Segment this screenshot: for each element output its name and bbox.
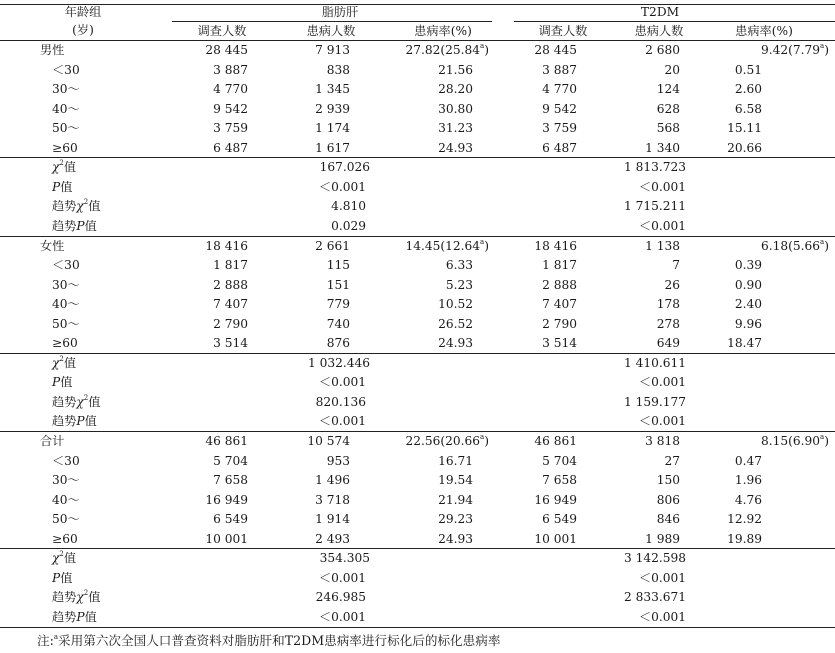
cell-surveyed: 7 407	[213, 297, 248, 312]
cell-rate: 31.23	[438, 121, 473, 136]
age-group-label: 50～	[52, 512, 80, 527]
rate-value: 27.82(25.84	[405, 43, 481, 57]
footnote-part: 采用第六次全国人口普查资料对脂肪肝和T2DM患病率进行标化后的标化患病率	[58, 632, 501, 648]
stat-label-part: χ	[76, 590, 84, 605]
cell-surveyed-t2dm: 6 549	[542, 512, 577, 527]
cell-surveyed: 10 001	[205, 531, 248, 546]
cell-surveyed-t2dm: 4 770	[542, 82, 577, 97]
rate-close: )	[824, 238, 829, 253]
trend-chi-square-value-fatty-liver: 4.810	[331, 199, 366, 214]
total-rate-t2dm-standardized	[761, 41, 829, 59]
cell-cases-t2dm: 1 340	[645, 140, 680, 155]
rate-close: )	[824, 434, 829, 448]
stat-label-part: 值	[88, 394, 101, 409]
cell-surveyed-t2dm: 1 817	[542, 258, 577, 273]
cell-rate: 6.33	[445, 258, 473, 273]
cell-cases: 2 939	[315, 101, 350, 116]
total-cases: 7 913	[315, 43, 350, 57]
stat-label-part: 2	[59, 550, 64, 559]
cell-cases-t2dm: 278	[656, 316, 680, 331]
total-rate-standardized	[406, 237, 490, 255]
trend-p-value-fatty-liver: ＜0.001	[318, 609, 366, 624]
cell-surveyed-t2dm: 7 658	[542, 473, 577, 488]
cell-surveyed-t2dm: 9 542	[542, 101, 577, 116]
cell-surveyed: 1 817	[213, 258, 248, 273]
cell-cases: 1 617	[315, 140, 350, 155]
p-value-t2dm: ＜0.001	[638, 179, 686, 194]
stat-label-part: 值	[60, 570, 73, 585]
stat-label-trend-chi-square-value	[52, 197, 100, 215]
cell-cases-t2dm: 806	[656, 492, 680, 507]
cell-rate: 29.23	[438, 512, 473, 527]
stat-label-part: P	[52, 570, 61, 585]
cell-rate: 5.23	[445, 277, 473, 292]
stat-label-chi-square-value	[52, 549, 76, 567]
age-group-label: 40～	[52, 492, 80, 507]
stat-label-trend-chi-square-value	[52, 393, 100, 411]
cell-rate-t2dm: 15.11	[727, 121, 762, 136]
trend-chi-square-value-fatty-liver: 246.985	[315, 590, 366, 605]
section-stats-rule	[0, 157, 835, 158]
cell-rate-t2dm: 2.40	[734, 297, 762, 312]
section-label: 女性	[40, 238, 65, 253]
cell-cases: 779	[326, 297, 350, 312]
cell-surveyed-t2dm: 2 888	[542, 277, 577, 292]
p-value-fatty-liver: ＜0.001	[318, 375, 366, 390]
cell-surveyed: 16 949	[205, 492, 248, 507]
p-value-t2dm: ＜0.001	[638, 375, 686, 390]
rate-close: )	[824, 43, 829, 57]
total-cases: 10 574	[307, 434, 350, 448]
total-surveyed-t2dm: 46 861	[534, 434, 577, 448]
stat-label-part: 2	[59, 159, 64, 168]
stat-label-part: 趋势	[52, 199, 77, 214]
cell-rate: 28.20	[438, 82, 473, 97]
cell-cases-t2dm: 150	[656, 473, 680, 488]
total-rate-t2dm-standardized	[761, 237, 829, 255]
stat-label-part: 趋势	[52, 394, 77, 409]
header-group-fatty-liver: 脂肪肝	[321, 5, 359, 19]
cell-surveyed-t2dm: 7 407	[542, 297, 577, 312]
stat-label-part: χ	[76, 199, 84, 214]
footnote-part: 注:	[37, 632, 54, 648]
cell-rate: 16.71	[438, 453, 473, 468]
cell-rate: 19.54	[438, 473, 473, 488]
age-group-label: 40～	[52, 297, 80, 312]
total-surveyed-t2dm: 28 445	[534, 43, 577, 57]
trend-p-value-t2dm: ＜0.001	[638, 609, 686, 624]
stat-label-chi-square-value	[52, 354, 76, 372]
cell-cases-t2dm: 7	[672, 258, 680, 273]
cell-surveyed: 6 487	[213, 140, 248, 155]
cell-rate: 30.80	[438, 101, 473, 116]
stat-label-trend-p-value	[52, 608, 97, 626]
cell-cases: 740	[326, 316, 350, 331]
std-mark: a	[480, 237, 485, 246]
age-group-label: 30～	[52, 277, 80, 292]
header-group-t2dm: T2DM	[640, 5, 680, 19]
stat-label-chi-square-value	[52, 158, 76, 176]
total-cases: 2 661	[315, 238, 350, 253]
cell-surveyed-t2dm: 6 487	[542, 140, 577, 155]
column-header-2: 患病率(%)	[414, 24, 472, 38]
cell-surveyed: 9 542	[213, 101, 248, 116]
stat-label-part: 值	[60, 375, 73, 390]
chi-square-value-fatty-liver: 167.026	[319, 160, 370, 175]
trend-p-value-t2dm: ＜0.001	[638, 414, 686, 429]
cell-cases: 1 174	[315, 121, 350, 136]
cell-cases-t2dm: 26	[664, 277, 680, 292]
cell-rate: 24.93	[438, 531, 473, 546]
cell-rate: 21.94	[438, 492, 473, 507]
cell-cases: 151	[326, 277, 350, 292]
cell-cases-t2dm: 649	[656, 336, 680, 351]
rate-close: )	[484, 43, 489, 57]
stat-label-part: 值	[84, 609, 97, 624]
cell-surveyed: 4 770	[213, 82, 248, 97]
cell-rate-t2dm: 6.58	[734, 101, 762, 116]
cell-cases: 1 345	[315, 82, 350, 97]
cell-cases-t2dm: 27	[664, 453, 680, 468]
stat-label-part: 2	[59, 354, 64, 363]
stat-label-part: 2	[83, 393, 89, 402]
cell-surveyed-t2dm: 3 514	[542, 336, 577, 351]
table-top-rule	[0, 4, 835, 5]
stat-label-part: 趋势	[52, 218, 77, 233]
footnote-part: a	[53, 632, 59, 641]
column-header-5: 患病率(%)	[735, 24, 793, 38]
stat-label-part: 值	[84, 218, 97, 233]
cell-rate: 10.52	[438, 297, 473, 312]
total-cases-t2dm: 3 818	[645, 434, 680, 448]
total-cases-t2dm: 1 138	[645, 238, 680, 253]
age-group-label: 30～	[52, 82, 80, 97]
cell-rate-t2dm: 2.60	[734, 82, 762, 97]
stat-label-part: 趋势	[52, 590, 77, 605]
cell-cases-t2dm: 124	[656, 82, 680, 97]
std-mark: a	[480, 42, 485, 50]
cell-rate: 24.93	[438, 336, 473, 351]
chi-square-value-fatty-liver: 1 032.446	[307, 355, 370, 370]
cell-rate-t2dm: 0.90	[734, 277, 762, 292]
stat-label-part: 值	[63, 160, 77, 175]
cell-cases-t2dm: 846	[656, 512, 680, 527]
chi-square-value-t2dm: 1 813.723	[623, 160, 686, 175]
trend-chi-square-value-t2dm: 2 833.671	[623, 590, 686, 605]
total-surveyed: 46 861	[205, 434, 248, 448]
age-group-label: ＜30	[52, 453, 80, 468]
age-group-label: 50～	[52, 121, 80, 136]
total-surveyed: 28 445	[205, 43, 248, 57]
age-group-label: ≥60	[52, 531, 78, 546]
age-group-label: ≥60	[52, 140, 78, 155]
cell-rate-t2dm: 0.51	[734, 62, 762, 77]
cell-rate: 26.52	[438, 316, 473, 331]
stat-label-trend-p-value	[52, 412, 97, 430]
trend-p-value-fatty-liver: ＜0.001	[318, 414, 366, 429]
cell-cases-t2dm: 628	[656, 101, 680, 116]
section-stats-rule	[0, 353, 835, 354]
stat-label-part: 值	[63, 355, 77, 370]
age-group-label: 50～	[52, 316, 80, 331]
column-header-1: 患病人数	[306, 24, 356, 38]
stat-label-part: P	[76, 609, 85, 624]
stat-label-part: 值	[84, 414, 97, 429]
cell-surveyed: 3 887	[213, 62, 248, 77]
cell-cases: 1 496	[315, 473, 350, 488]
age-group-label: 30～	[52, 473, 80, 488]
cell-cases: 838	[326, 62, 350, 77]
cell-cases: 3 718	[315, 492, 350, 507]
trend-chi-square-value-fatty-liver: 820.136	[315, 394, 366, 409]
cell-rate-t2dm: 0.47	[734, 453, 762, 468]
cell-rate-t2dm: 19.89	[727, 531, 762, 546]
trend-p-value-t2dm: ＜0.001	[638, 218, 686, 233]
total-surveyed-t2dm: 18 416	[534, 238, 577, 253]
stat-label-p-value	[52, 178, 72, 196]
stat-label-part: 趋势	[52, 609, 77, 624]
stat-label-part: χ	[52, 160, 60, 175]
cell-rate-t2dm: 9.96	[734, 316, 762, 331]
header-age-group: 年龄组	[64, 5, 102, 19]
stat-label-part: P	[52, 375, 61, 390]
stat-label-trend-chi-square-value	[52, 588, 100, 606]
cell-surveyed: 3 759	[213, 121, 248, 136]
p-value-fatty-liver: ＜0.001	[318, 179, 366, 194]
cell-surveyed-t2dm: 3 887	[542, 62, 577, 77]
total-rate-standardized	[406, 41, 490, 59]
stat-label-part: 值	[88, 590, 101, 605]
stat-label-part: P	[76, 218, 85, 233]
footnote	[37, 632, 500, 650]
cell-surveyed: 6 549	[213, 512, 248, 527]
std-mark: a	[820, 237, 825, 246]
column-header-0: 调查人数	[197, 24, 247, 38]
column-header-4: 患病人数	[634, 24, 684, 38]
stat-label-part: P	[52, 179, 61, 194]
age-group-label: ＜30	[52, 258, 80, 273]
cell-cases-t2dm: 178	[656, 297, 680, 312]
stat-label-part: P	[76, 414, 85, 429]
cell-rate-t2dm: 4.76	[734, 492, 762, 507]
cell-rate-t2dm: 12.92	[727, 512, 762, 527]
trend-chi-square-value-t2dm: 1 715.211	[623, 199, 686, 214]
header-age-unit: (岁)	[72, 23, 94, 37]
stat-label-part: 值	[88, 199, 101, 214]
cell-surveyed: 2 888	[213, 277, 248, 292]
p-value-fatty-liver: ＜0.001	[318, 570, 366, 585]
chi-square-value-t2dm: 1 410.611	[623, 355, 686, 370]
section-label: 男性	[40, 43, 65, 57]
cell-surveyed: 2 790	[213, 316, 248, 331]
section-bottom-rule	[0, 627, 835, 628]
stat-label-part: 2	[83, 589, 89, 598]
rate-value: 22.56(20.66	[405, 434, 481, 448]
cell-rate-t2dm: 0.39	[734, 258, 762, 273]
total-cases-t2dm: 2 680	[645, 43, 680, 57]
cell-cases: 1 914	[315, 512, 350, 527]
cell-cases: 2 493	[315, 531, 350, 546]
total-rate-standardized	[406, 432, 490, 450]
stat-label-p-value	[52, 569, 72, 587]
total-surveyed: 18 416	[205, 238, 248, 253]
cell-rate-t2dm: 20.66	[727, 140, 762, 155]
stat-label-p-value	[52, 373, 72, 391]
age-group-label: 40～	[52, 101, 80, 116]
age-group-label: ＜30	[52, 62, 80, 77]
stat-label-part: 值	[63, 551, 77, 566]
stat-label-part: χ	[52, 355, 60, 370]
cell-rate: 21.56	[438, 62, 473, 77]
cell-surveyed-t2dm: 10 001	[534, 531, 577, 546]
rate-value: 9.42(7.79	[761, 43, 821, 57]
chi-square-value-fatty-liver: 354.305	[319, 551, 370, 566]
cell-surveyed: 7 658	[213, 473, 248, 488]
cell-cases-t2dm: 1 989	[645, 531, 680, 546]
total-rate-t2dm-standardized	[761, 432, 829, 450]
p-value-t2dm: ＜0.001	[638, 570, 686, 585]
cell-surveyed: 3 514	[213, 336, 248, 351]
cell-surveyed: 5 704	[213, 453, 248, 468]
stat-label-trend-p-value	[52, 217, 97, 235]
stat-label-part: 2	[83, 198, 89, 207]
section-label: 合计	[40, 434, 65, 448]
column-header-3: 调查人数	[538, 24, 588, 38]
stat-label-part: χ	[52, 551, 60, 566]
section-stats-rule	[0, 548, 835, 549]
cell-cases-t2dm: 20	[664, 62, 680, 77]
cell-cases-t2dm: 568	[656, 121, 680, 136]
stat-label-part: χ	[76, 394, 84, 409]
stat-label-part: 值	[60, 179, 73, 194]
rate-value: 14.45(12.64	[405, 238, 481, 253]
age-group-label: ≥60	[52, 336, 78, 351]
cell-rate-t2dm: 1.96	[734, 473, 762, 488]
cell-cases: 115	[326, 258, 350, 273]
rate-value: 6.18(5.66	[761, 238, 821, 253]
std-mark: a	[820, 433, 825, 441]
cell-surveyed-t2dm: 16 949	[534, 492, 577, 507]
std-mark: a	[480, 433, 485, 441]
rate-close: )	[484, 238, 489, 253]
cell-rate-t2dm: 18.47	[727, 336, 762, 351]
std-mark: a	[820, 42, 825, 50]
rate-close: )	[484, 434, 489, 448]
cell-surveyed-t2dm: 5 704	[542, 453, 577, 468]
cell-rate: 24.93	[438, 140, 473, 155]
rate-value: 8.15(6.90	[761, 434, 821, 448]
trend-p-value-fatty-liver: 0.029	[331, 218, 366, 233]
cell-cases: 953	[326, 453, 350, 468]
cell-surveyed-t2dm: 3 759	[542, 121, 577, 136]
chi-square-value-t2dm: 3 142.598	[623, 551, 686, 566]
stat-label-part: 趋势	[52, 414, 77, 429]
cell-cases: 876	[326, 336, 350, 351]
cell-surveyed-t2dm: 2 790	[542, 316, 577, 331]
trend-chi-square-value-t2dm: 1 159.177	[623, 394, 686, 409]
